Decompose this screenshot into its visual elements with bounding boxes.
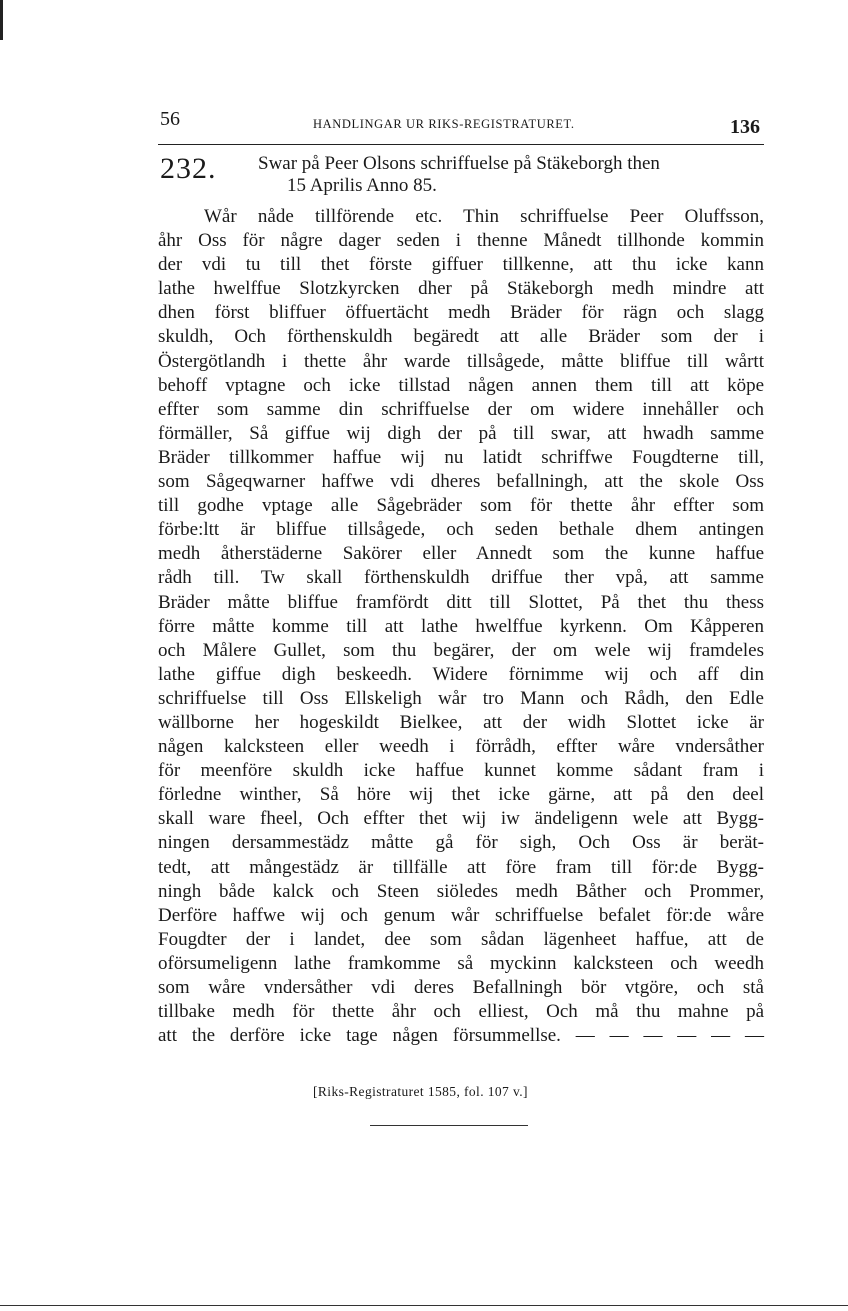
page-number-left: 56	[160, 108, 180, 130]
text-line: Bräder måtte bliffue framfördt ditt till Slottet, På thet thu thess	[158, 591, 764, 613]
margin-mark	[0, 0, 3, 40]
text-line: Bräder tillkommer haffue wij nu latidt schriffwe Fougdterne till,	[158, 446, 764, 468]
text-line: förledne winther, Så höre wij thet icke gärne, att på den deel	[158, 784, 764, 806]
text-line: behoff vptagne och icke tillstad någen annen them till att köpe	[158, 374, 764, 396]
heading-line-2: 15 Aprilis Anno 85.	[287, 175, 437, 196]
text-line: och Målere Gullet, som thu begärer, der om wele wij framdeles	[158, 639, 764, 661]
text-line: wällborne her hogeskildt Bielkee, att der widh Slottet icke är	[158, 711, 764, 733]
text-line: ningen dersammestädz måtte gå för sigh, Och Oss är berät-	[158, 832, 764, 854]
text-line: skuldh, Och förthenskuldh begäredt att alle Bräder som der i	[158, 326, 764, 348]
text-line: som wåre vndersåther vdi deres Befallningh bör vtgöre, och stå	[158, 977, 764, 998]
text-line: medh åtherstäderne Sakörer eller Annedt som the kunne haffue	[158, 543, 764, 565]
text-line: förmäller, Så giffue wij digh der på till swar, att hwadh samme	[158, 422, 764, 444]
text-line: lathe hwelffue Slotzkyrcken dher på Stäkeborgh medh mindre att	[158, 278, 764, 300]
running-title: HANDLINGAR UR RIKS-REGISTRATURET.	[313, 117, 575, 131]
text-line: någen kalcksteen eller weedh i förrådh, effter wåre vndersåther	[158, 736, 764, 758]
source-reference: [Riks-Registraturet 1585, fol. 107 v.]	[313, 1084, 528, 1099]
text-line: dhen först bliffuer öffuertächt medh Bräder för rägn och slagg	[158, 302, 764, 324]
text-line: för meenföre skuldh icke haffue kunnet komme sådant fram i	[158, 760, 764, 782]
text-line: förbe:ltt är bliffue tillsågede, och seden bethale dhem antingen	[158, 519, 764, 541]
text-line: som Sågeqwarner haffwe vdi dheres befallningh, att the skole Oss	[158, 471, 764, 493]
text-line: skall ware fheel, Och effter thet wij iw ändeligenn wele att Bygg-	[158, 808, 764, 830]
text-line: förre måtte komme till att lathe hwelffue kyrkenn. Om Kåpperen	[158, 615, 764, 637]
text-line: tillbake medh för thette åhr och elliest, Och må thu mahne på	[158, 1001, 764, 1023]
text-line: ningh både kalck och Steen siöledes medh Båther och Prommer,	[158, 880, 764, 902]
text-line: att the derföre icke tage någen försummellse. — — — — — —	[158, 1025, 764, 1047]
text-line: rådh till. Tw skall förthenskuldh driffue ther vpå, att samme	[158, 567, 764, 589]
page-number-right: 136	[730, 116, 760, 138]
heading-line-1: Swar på Peer Olsons schriffuelse på Stäkeborgh then	[258, 153, 660, 174]
text-line: tedt, att mångestädz är tillfälle att före fram till för:de Bygg-	[158, 856, 764, 878]
body-text	[158, 205, 764, 1048]
header-rule	[158, 144, 764, 145]
end-rule	[370, 1125, 528, 1126]
text-line: åhr Oss för någre dager seden i thenne Månedt tillhonde kommin	[158, 230, 764, 252]
text-line: till godhe vptage alle Sågebräder som för thette åhr effter som	[158, 495, 764, 517]
text-line: schriffuelse till Oss Ellskeligh wår tro Mann och Rådh, den Edle	[158, 687, 764, 709]
text-line: effter som samme din schriffuelse der om widere innehåller och	[158, 398, 764, 420]
text-line: Wår nåde tillförende etc. Thin schriffuelse Peer Oluffsson,	[204, 206, 764, 227]
text-line: lathe giffue digh beskeedh. Widere förnimme wij och aff din	[158, 663, 764, 685]
text-line: der vdi tu till thet förste giffuer tillkenne, att thu icke kann	[158, 254, 764, 276]
document-heading	[258, 153, 768, 197]
text-line: Östergötlandh i thette åhr warde tillsågede, måtte bliffue till wårtt	[158, 350, 764, 372]
bottom-rule	[0, 1305, 848, 1306]
text-line: Derföre haffwe wij och genum wår schriffuelse befalet för:de wåre	[158, 904, 764, 926]
text-line: oförsumeligenn lathe framkomme så myckinn kalcksteen och weedh	[158, 952, 764, 974]
document-number: 232.	[160, 152, 217, 185]
text-line: Fougdter der i landet, dee som sådan lägenheet haffue, att de	[158, 928, 764, 950]
